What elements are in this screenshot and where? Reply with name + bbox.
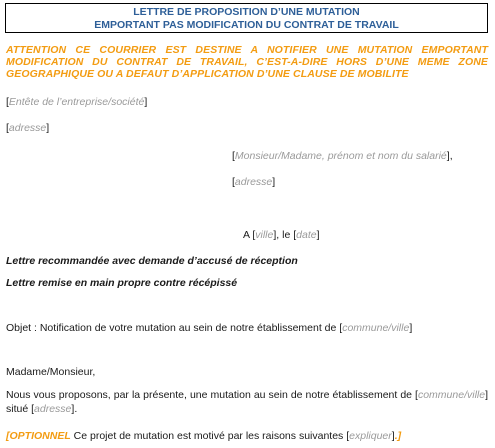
- subject-commune-placeholder: commune/ville: [342, 322, 410, 334]
- place-and-date[interactable]: A [ville], le [date]: [243, 229, 320, 241]
- registered-mail-line: Lettre recommandée avec demande d’accusé de réception: [6, 255, 298, 267]
- hand-delivery-line: Lettre remise en main propre contre récépissé: [6, 277, 238, 289]
- optional-label: [OPTIONNEL: [6, 430, 71, 442]
- body-text-3: .: [74, 403, 78, 415]
- optional-paragraph[interactable]: [OPTIONNEL Ce projet de mutation est motivé par les raisons suivantes [expliquer].]: [6, 430, 402, 442]
- optional-end: .]: [394, 430, 402, 442]
- date-placeholder: date: [296, 229, 317, 241]
- company-header-text: Entête de l’entreprise/société: [8, 96, 145, 108]
- city-placeholder: ville: [255, 229, 274, 241]
- body-paragraph[interactable]: Nous vous proposons, par la présente, une mutation au sein de notre établissement de [commune/ville] situé [adresse].: [6, 389, 488, 415]
- optional-reason-placeholder: expliquer: [349, 430, 392, 442]
- subject-text: Objet : Notification de votre mutation au sein de notre établissement de: [6, 322, 340, 334]
- warning-notice: ATTENTION CE COURRIER EST DESTINE A NOTIFIER UNE MUTATION EMPORTANT MODIFICATION DU CONTRAT DE TRAVAIL, C’EST-A-DIRE HORS D’UNE MEME ZONE GEOGRAPHIQUE OU A DEFAUT D’APPLICATION D’UNE CLAUSE DE MOBILITE: [6, 44, 488, 80]
- recipient-name-text: Monsieur/Madame, prénom et nom du salarié: [234, 150, 447, 162]
- optional-text: Ce projet de mutation est motivé par les raisons suivantes: [70, 430, 347, 442]
- document-title-line-2: EMPORTANT PAS MODIFICATION DU CONTRAT DE TRAVAIL: [94, 18, 399, 31]
- body-text-2: situé: [6, 403, 32, 415]
- salutation: Madame/Monsieur,: [6, 366, 96, 378]
- company-address-placeholder[interactable]: [adresse]: [6, 122, 50, 134]
- document-title-box: [5, 3, 488, 33]
- body-address-placeholder: adresse: [34, 403, 72, 415]
- recipient-address-placeholder[interactable]: [adresse]: [232, 176, 276, 188]
- recipient-name-placeholder[interactable]: [Monsieur/Madame, prénom et nom du salarié],: [232, 150, 453, 162]
- document-title-line-1: LETTRE DE PROPOSITION D’UNE MUTATION: [133, 6, 360, 18]
- place-date-middle: , le: [276, 229, 294, 241]
- company-address-text: adresse: [8, 122, 47, 134]
- place-date-prefix: A: [243, 229, 253, 241]
- subject-line[interactable]: Objet : Notification de votre mutation au sein de notre établissement de [commune/ville]: [6, 322, 413, 334]
- recipient-address-text: adresse: [234, 176, 273, 188]
- company-header-placeholder[interactable]: [Entête de l’entreprise/société]: [6, 96, 148, 108]
- body-commune-placeholder: commune/ville: [417, 389, 486, 401]
- body-text-1: Nous vous proposons, par la présente, une mutation au sein de notre établissement de: [6, 389, 416, 401]
